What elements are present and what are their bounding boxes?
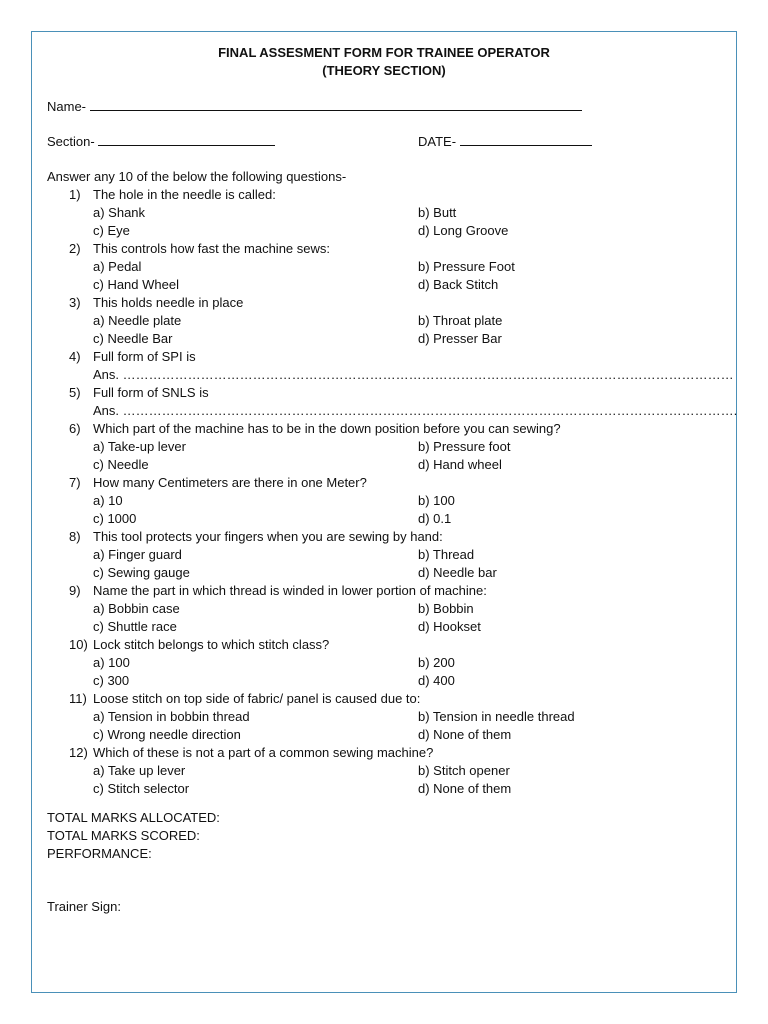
- option-c: c) Shuttle race: [93, 619, 177, 634]
- option-c: c) Sewing gauge: [93, 565, 190, 580]
- option-c: c) 1000: [93, 511, 137, 526]
- question-11: [69, 690, 420, 708]
- option-a: a) Finger guard: [93, 547, 182, 562]
- question-2: [69, 240, 330, 258]
- option-d: d) 400: [418, 673, 455, 688]
- question-number: 3): [69, 295, 81, 310]
- option-b: b) Tension in needle thread: [418, 709, 575, 724]
- option-b: b) Bobbin: [418, 601, 474, 616]
- answer-line[interactable]: Ans. ……………………………………………………………………………………………………………………………: [93, 367, 734, 382]
- date-field[interactable]: [460, 133, 592, 146]
- option-b: b) 200: [418, 655, 455, 670]
- section-field[interactable]: [98, 133, 275, 146]
- question-10: [69, 636, 329, 654]
- performance-label: PERFORMANCE:: [47, 846, 152, 861]
- option-a: a) Take up lever: [93, 763, 186, 778]
- name-row: [47, 98, 582, 116]
- option-a: a) 10: [93, 493, 123, 508]
- option-d: d) Back Stitch: [418, 277, 499, 292]
- option-d: d) Hand wheel: [418, 457, 502, 472]
- question-number: 9): [69, 583, 81, 598]
- answer-line[interactable]: Ans. …………………………………………………………………………………………………………………………….: [93, 403, 738, 418]
- total-marks-allocated: TOTAL MARKS ALLOCATED:: [47, 810, 220, 825]
- name-label: Name-: [47, 99, 87, 114]
- question-text: Lock stitch belongs to which stitch class?: [93, 637, 330, 652]
- option-c: c) Eye: [93, 223, 130, 238]
- question-text: Name the part in which thread is winded in lower portion of machine:: [93, 583, 487, 598]
- question-number: 5): [69, 385, 81, 400]
- section-row: [47, 133, 275, 151]
- option-b: b) 100: [418, 493, 455, 508]
- question-number: 1): [69, 187, 81, 202]
- option-b: b) Butt: [418, 205, 457, 220]
- option-c: c) Hand Wheel: [93, 277, 179, 292]
- question-number: 8): [69, 529, 81, 544]
- question-number: 10): [69, 637, 88, 652]
- total-marks-scored: TOTAL MARKS SCORED:: [47, 828, 200, 843]
- name-field[interactable]: [90, 98, 582, 111]
- section-label: Section-: [47, 134, 95, 149]
- question-number: 12): [69, 745, 88, 760]
- option-d: d) Long Groove: [418, 223, 509, 238]
- option-d: d) Needle bar: [418, 565, 497, 580]
- option-a: a) Shank: [93, 205, 146, 220]
- form-subtitle: (THEORY SECTION): [322, 63, 446, 78]
- question-number: 2): [69, 241, 81, 256]
- question-5: [69, 384, 209, 402]
- option-d: d) Presser Bar: [418, 331, 502, 346]
- option-a: a) Tension in bobbin thread: [93, 709, 250, 724]
- question-text: How many Centimeters are there in one Meter?: [93, 475, 367, 490]
- option-c: c) Stitch selector: [93, 781, 190, 796]
- trainer-sign-label: Trainer Sign:: [47, 899, 121, 914]
- question-8: [69, 528, 443, 546]
- option-a: a) Needle plate: [93, 313, 182, 328]
- question-number: 11): [69, 691, 87, 706]
- option-d: d) 0.1: [418, 511, 452, 526]
- question-6: [69, 420, 561, 438]
- question-number: 4): [69, 349, 81, 364]
- form-title: FINAL ASSESMENT FORM FOR TRAINEE OPERATOR: [218, 45, 550, 60]
- option-c: c) Needle: [93, 457, 149, 472]
- option-c: c) Wrong needle direction: [93, 727, 241, 742]
- option-a: a) Take-up lever: [93, 439, 186, 454]
- option-b: b) Stitch opener: [418, 763, 510, 778]
- question-7: [69, 474, 367, 492]
- question-12: [69, 744, 433, 762]
- question-text: Which of these is not a part of a common sewing machine?: [93, 745, 434, 760]
- date-label: DATE-: [418, 134, 457, 149]
- instruction-text: Answer any 10 of the below the following questions-: [47, 169, 347, 184]
- option-d: d) Hookset: [418, 619, 481, 634]
- date-row: [418, 133, 592, 151]
- option-b: b) Thread: [418, 547, 475, 562]
- question-text: Full form of SNLS is: [93, 385, 209, 400]
- question-number: 6): [69, 421, 81, 436]
- option-b: b) Pressure Foot: [418, 259, 515, 274]
- option-b: b) Throat plate: [418, 313, 503, 328]
- option-d: d) None of them: [418, 781, 512, 796]
- question-text: Full form of SPI is: [93, 349, 196, 364]
- question-text: Loose stitch on top side of fabric/ panel is caused due to:: [93, 691, 421, 706]
- option-a: a) Bobbin case: [93, 601, 180, 616]
- question-number: 7): [69, 475, 81, 490]
- option-b: b) Pressure foot: [418, 439, 511, 454]
- question-3: [69, 294, 243, 312]
- option-c: c) 300: [93, 673, 130, 688]
- option-a: a) 100: [93, 655, 130, 670]
- question-1: [69, 186, 276, 204]
- question-text: The hole in the needle is called:: [93, 187, 276, 202]
- option-a: a) Pedal: [93, 259, 142, 274]
- question-9: [69, 582, 487, 600]
- question-text: This controls how fast the machine sews:: [93, 241, 330, 256]
- option-d: d) None of them: [418, 727, 512, 742]
- question-4: [69, 348, 196, 366]
- question-text: This tool protects your fingers when you are sewing by hand:: [93, 529, 443, 544]
- question-text: This holds needle in place: [93, 295, 244, 310]
- question-text: Which part of the machine has to be in the down position before you can sewing?: [93, 421, 561, 436]
- option-c: c) Needle Bar: [93, 331, 173, 346]
